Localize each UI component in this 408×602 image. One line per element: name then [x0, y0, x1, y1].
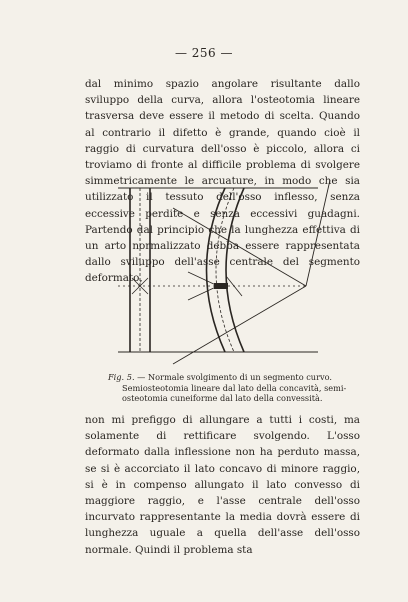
page-number: — 256 — — [174, 46, 234, 60]
figure-caption — [108, 372, 358, 404]
caption-line-1: — Normale svolgimento di un segmento curvo. — [137, 372, 333, 382]
caption-line-2: Semiosteotomia lineare dal lato della concavità, semi- — [122, 382, 347, 393]
curved-bone-axis — [216, 188, 234, 352]
top-ray — [306, 180, 330, 286]
figure-5-drawing — [118, 180, 338, 370]
wedge-mark-upper — [188, 272, 218, 286]
body-paragraph-top: dal minimo spazio angolare risultante dallo sviluppo della curva, allora l'osteotomia lineare trasversa deve essere il metodo di scelta. Quando al contrario il difetto è grande, quando cioè il raggio di curvatura dell'osso è piccolo, allora ci troviamo di fronte al difficile problema di svolgere simmetricamente le arcuature, in modo che sia utilizzato il tessuto dell'osso inflesso, senza eccessive perdite e senza eccessivi guadagni. Partendo dal principio che la lunghezza effettiva di un arto normalizzato debba essere rappresentata dallo sviluppo dell'asse centrale del segmento deformato, — [85, 78, 360, 285]
wedge-mark-lower — [188, 286, 218, 300]
caption-line-3: osteotomia cuneiforme dal lato della convessità. — [122, 393, 323, 404]
osteotomy-wedge — [214, 283, 228, 289]
figure-label: Fig. 5. — [108, 372, 135, 382]
figure-5 — [118, 180, 338, 370]
body-paragraph-bottom: non mi prefiggo di allungare a tutti i costi, ma solamente di rettificare svolgendo. L'osso deformato dalla inflessione non ha perduto massa, se si è accorciato il lato concavo di minore raggio, si è in compenso allungato il lato convesso di maggiore raggio, e l'asse centrale dell'osso incurvato rappresentante la media dovrà essere di lunghezza uguale a quella dell'asse dell'osso normale. Quindi il problema sta — [85, 414, 360, 556]
curved-bone-outer-edge — [207, 188, 226, 352]
